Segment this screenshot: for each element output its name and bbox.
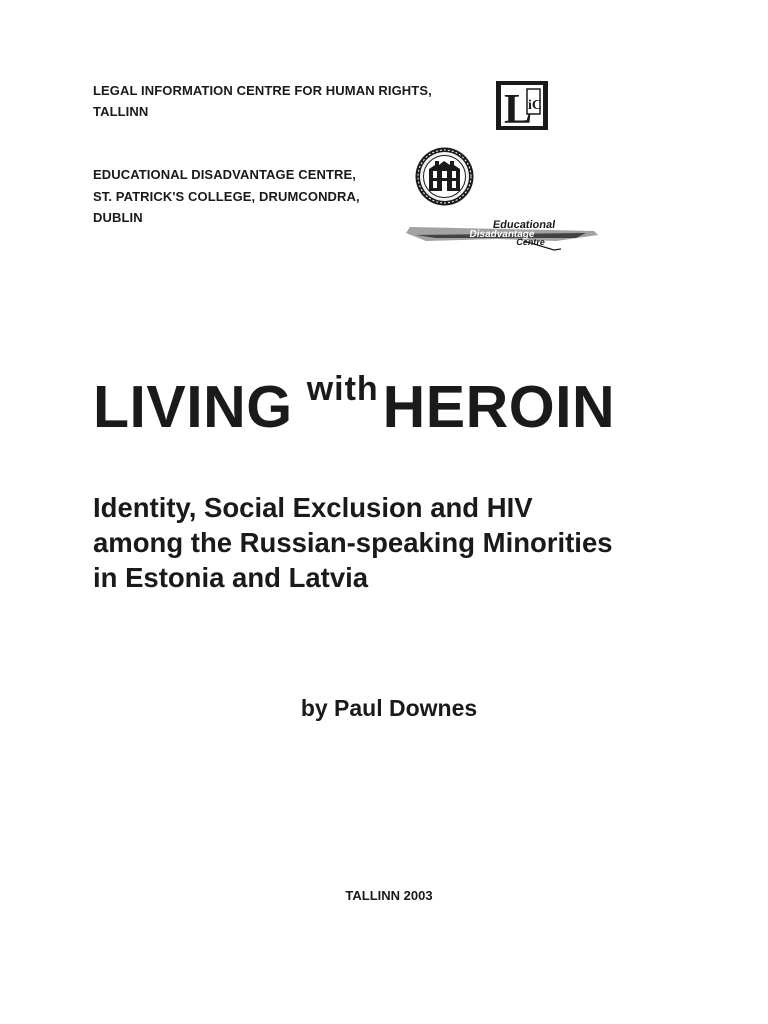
subtitle-line: among the Russian-speaking Minorities: [93, 527, 613, 558]
svg-text:Disadvantage: Disadvantage: [468, 229, 536, 240]
publisher-college-line: ST. PATRICK'S COLLEGE, DRUMCONDRA,: [93, 188, 360, 204]
author-byline: by Paul Downes: [300, 695, 478, 721]
book-title: [93, 372, 615, 451]
publisher-name-line: LEGAL INFORMATION CENTRE FOR HUMAN RIGHTS,: [93, 83, 432, 98]
publisher-name-line: EDUCATIONAL DISADVANTAGE CENTRE,: [93, 167, 356, 182]
imprint-place-year: TALLINN 2003: [345, 888, 433, 903]
subtitle-line: Identity, Social Exclusion and HIV: [93, 492, 533, 523]
title-word-living: LIVING: [93, 374, 293, 440]
title-word-heroin: HEROIN: [382, 374, 616, 440]
svg-text:L: L: [503, 87, 533, 130]
subtitle-line: in Estonia and Latvia: [93, 562, 369, 593]
svg-text:Centre: Centre: [515, 237, 546, 247]
lic-logo: [496, 81, 548, 130]
edc-logo: [406, 217, 598, 253]
book-subtitle: [93, 490, 693, 595]
title-word-with: with: [306, 370, 379, 408]
publisher-block-lic: [93, 80, 432, 122]
publisher-city-line: TALLINN: [93, 104, 149, 119]
publisher-city-line: DUBLIN: [93, 210, 143, 225]
svg-text:Educational: Educational: [492, 219, 557, 231]
publisher-block-edc: [93, 164, 360, 229]
college-seal-logo: [414, 147, 475, 206]
svg-text:iC: iC: [528, 98, 542, 113]
